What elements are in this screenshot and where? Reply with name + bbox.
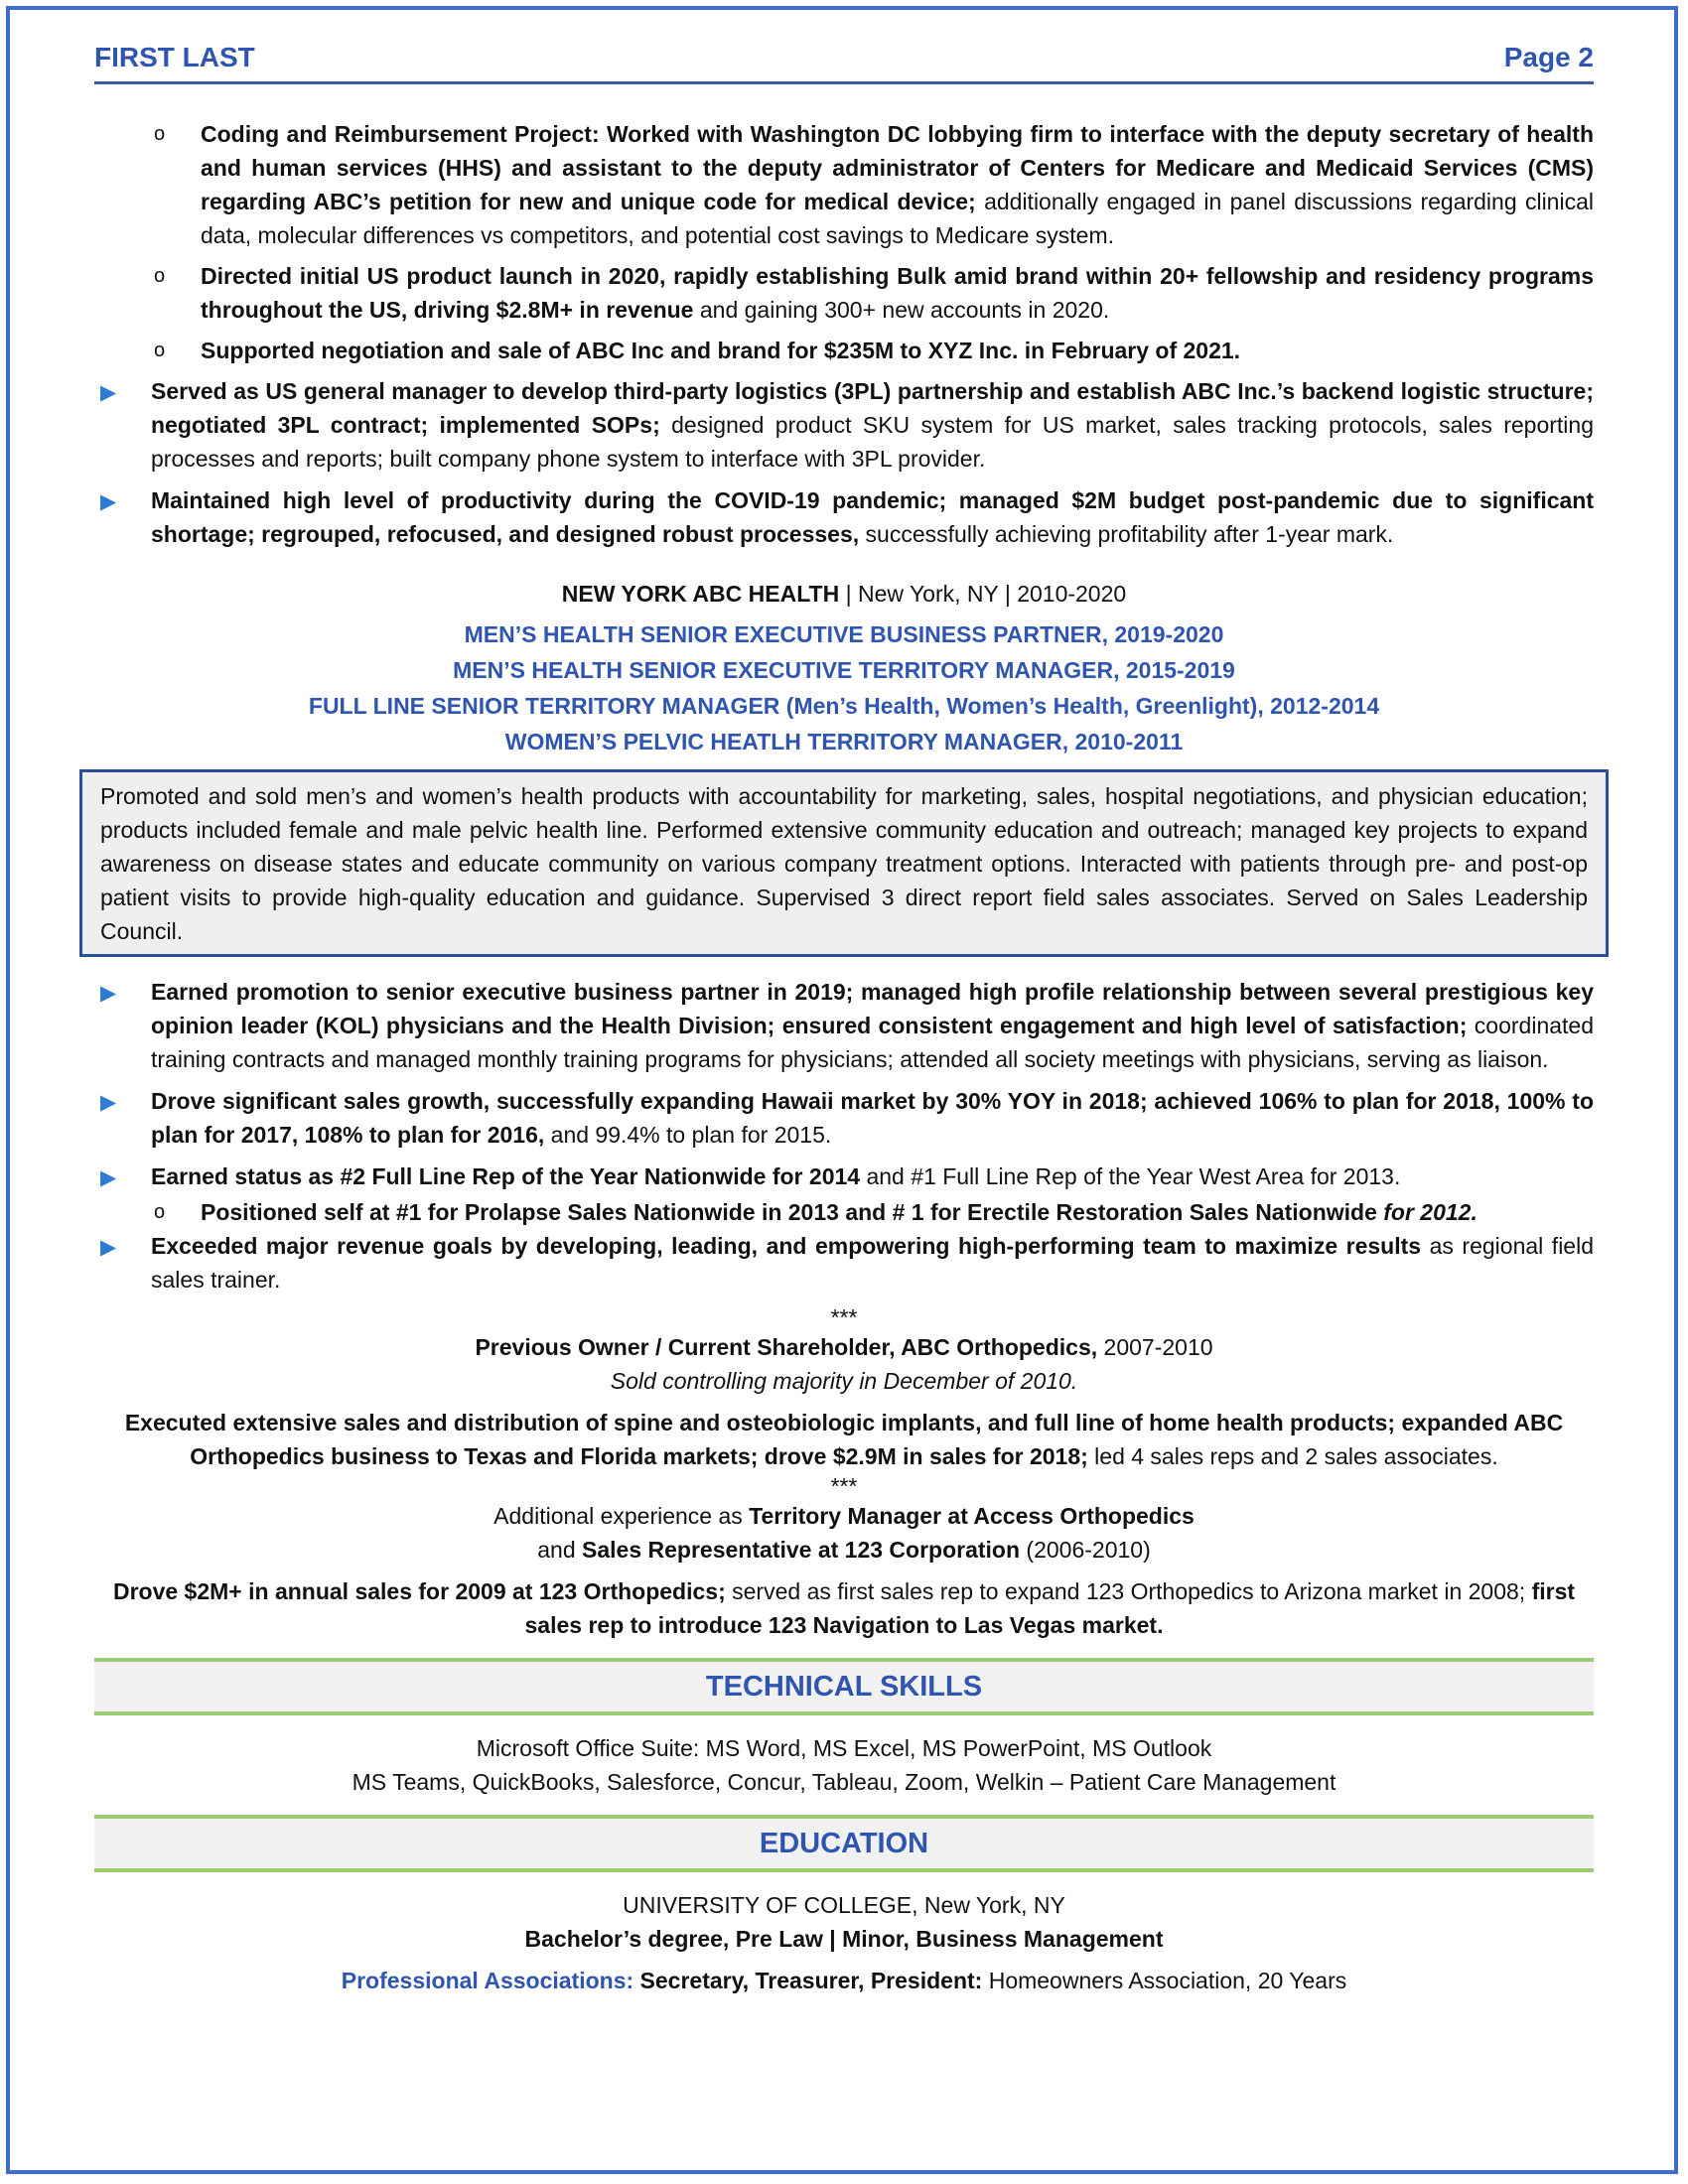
additional-text: and xyxy=(537,1537,583,1563)
separator: *** xyxy=(830,1473,858,1499)
summary-box: Promoted and sold men’s and women’s health products with accountability for marketing, sales, hospital negotiations, and physician education; products included female and male pelvic health line. Performed extensive community education and outreach; managed key projects to expand awareness on disease states and educate community on various company treatment options. Interacted with patients through pre- and post-op patient visits to provide high-quality education and guidance. Supervised 3 direct report field sales associates. Served on Sales Leadership Council. xyxy=(79,769,1609,957)
bullet-3pl xyxy=(94,374,1594,476)
triangle-bullet-icon: ▶ xyxy=(100,1166,117,1189)
sub-item-text: and gaining 300+ new accounts in 2020. xyxy=(693,297,1110,323)
bullet-bold: Drove significant sales growth, successfully expanding Hawaii market by 30% YOY in 2018; achieved 106% to plan for 2018, 100% to plan for 2017, 108% to plan for 2016, xyxy=(151,1088,1594,1148)
company-line xyxy=(94,577,1594,611)
ortho-desc-bold: Executed extensive sales and distribution of spine and osteobiologic implants, and full line of home health products; expanded ABC Orthopedics business to Texas and Florida markets; drove $2.9M in sales for 2018; xyxy=(124,1410,1564,1469)
bullet-text: coordinated training contracts and managed monthly training programs for physicians; attended all society meetings with physicians, serving as liaison. xyxy=(151,1013,1594,1072)
sub-item-bold: Directed initial US product launch in 2020, rapidly establishing Bulk amid brand within 20+ fellowship and residency programs throughout the US, driving $2.8M+ in revenue xyxy=(201,263,1594,323)
company-location-dates: | New York, NY | 2010-2020 xyxy=(839,581,1127,607)
bullet-covid xyxy=(94,483,1594,551)
triangle-bullet-icon: ▶ xyxy=(100,381,117,404)
sub-item-text: additionally engaged in panel discussions regarding clinical data, molecular differences vs competitors, and potential cost savings to Medicare system. xyxy=(201,189,1594,248)
triangle-bullet-icon: ▶ xyxy=(100,982,117,1005)
circle-bullet-icon: o xyxy=(154,340,166,361)
job-title: MEN’S HEALTH SENIOR EXECUTIVE BUSINESS PARTNER, 2019-2020 xyxy=(464,621,1224,647)
ortho-desc-text: led 4 sales reps and 2 sales associates. xyxy=(1087,1443,1498,1469)
sub-item-coding-project xyxy=(94,117,1594,252)
job-title: WOMEN’S PELVIC HEATLH TERRITORY MANAGER, 2010-2011 xyxy=(504,729,1184,754)
bullet-revenue-goals xyxy=(94,1229,1594,1297)
triangle-bullet-icon: ▶ xyxy=(100,1236,117,1259)
circle-bullet-icon: o xyxy=(154,123,166,145)
circle-bullet-icon: o xyxy=(154,1201,166,1223)
bullet-rep-status xyxy=(94,1160,1594,1193)
bullet-bold: Earned promotion to senior executive business partner in 2019; managed high profile relationship between several prestigious key opinion leader (KOL) physicians and the Health Division; ensured consistent engagement and high level of satisfaction; xyxy=(151,979,1594,1038)
page-header xyxy=(94,42,1594,84)
bullet-bold: Served as US general manager to develop third-party logistics (3PL) partnership and establish ABC Inc.’s backend logistic structure; negotiated 3PL contract; implemented SOPs; xyxy=(151,378,1594,438)
header-page-number: Page 2 xyxy=(1503,42,1594,72)
company-name: NEW YORK ABC HEALTH xyxy=(561,581,840,607)
additional-text: Additional experience as xyxy=(493,1503,750,1529)
associations-roles: Secretary, Treasurer, President: xyxy=(633,1968,983,1993)
job-title: MEN’S HEALTH SENIOR EXECUTIVE TERRITORY MANAGER, 2015-2019 xyxy=(453,657,1235,683)
skills-line: Microsoft Office Suite: MS Word, MS Excel, MS PowerPoint, MS Outlook xyxy=(476,1735,1212,1761)
additional-bold: Territory Manager at Access Orthopedics xyxy=(749,1503,1195,1529)
bullet-bold: Exceeded major revenue goals by developing, leading, and empowering high-performing team to maximize results xyxy=(151,1233,1422,1259)
ortho-title xyxy=(94,1330,1594,1364)
bullet-bold: Earned status as #2 Full Line Rep of the Year Nationwide for 2014 xyxy=(151,1163,861,1189)
bullet-bold: Maintained high level of productivity during the COVID-19 pandemic; managed $2M budget post-pandemic due to significant shortage; regrouped, refocused, and designed robust processes, xyxy=(151,487,1594,547)
job-titles xyxy=(94,616,1594,759)
triangle-bullet-icon: ▶ xyxy=(100,1091,117,1114)
bullet-text: designed product SKU system for US market, sales tracking protocols, sales reporting processes and reports; built company phone system to interface with 3PL provider. xyxy=(151,412,1594,472)
job-title: FULL LINE SENIOR TERRITORY MANAGER (Men’s Health, Women’s Health, Greenlight), 2012-2014 xyxy=(308,693,1380,719)
bullet-text: and #1 Full Line Rep of the Year West Area for 2013. xyxy=(860,1163,1401,1189)
additional-description xyxy=(94,1574,1594,1642)
sub-item-italic: for 2012. xyxy=(1383,1199,1477,1225)
additional-experience-line1 xyxy=(94,1499,1594,1533)
ortho-dates: 2007-2010 xyxy=(1097,1334,1213,1360)
skills-line: MS Teams, QuickBooks, Salesforce, Concur, Tableau, Zoom, Welkin – Patient Care Management xyxy=(352,1769,1336,1795)
circle-bullet-icon: o xyxy=(154,265,166,287)
sub-item-positioned xyxy=(94,1195,1594,1229)
bullet-promotion xyxy=(94,975,1594,1076)
ortho-description xyxy=(94,1406,1594,1473)
additional-experience-line2 xyxy=(94,1533,1594,1567)
bullet-text: successfully achieving profitability after 1-year mark. xyxy=(859,521,1394,547)
education-degree: Bachelor’s degree, Pre Law | Minor, Business Management xyxy=(524,1926,1164,1952)
education-school: UNIVERSITY OF COLLEGE, New York, NY xyxy=(623,1892,1065,1918)
separator: *** xyxy=(830,1304,858,1330)
sub-item-product-launch xyxy=(94,259,1594,327)
ortho-note: Sold controlling majority in December of 2010. xyxy=(610,1368,1078,1394)
associations-text: Homeowners Association, 20 Years xyxy=(982,1968,1347,1993)
additional-bold: Sales Representative at 123 Corporation xyxy=(582,1537,1021,1563)
sub-item-sale xyxy=(94,334,1594,367)
section-heading-education: EDUCATION xyxy=(94,1815,1594,1872)
additional-desc-bold: Drove $2M+ in annual sales for 2009 at 123 Orthopedics; xyxy=(112,1578,726,1604)
associations-label: Professional Associations: xyxy=(341,1968,634,1993)
resume-content xyxy=(94,117,1594,1997)
bullet-text: and 99.4% to plan for 2015. xyxy=(544,1122,832,1148)
additional-desc-text: served as first sales rep to expand 123 Orthopedics to Arizona market in 2008; xyxy=(725,1578,1532,1604)
sub-item-bold: Coding and Reimbursement Project: Worked with Washington DC lobbying firm to interface with the deputy secretary of health and human services (HHS) and assistant to the deputy administrator of Centers for Medicare and Medicaid Services (CMS) regarding ABC’s petition for new and unique code for medical device; xyxy=(201,121,1594,214)
bullet-text: as regional field sales trainer. xyxy=(151,1233,1594,1293)
triangle-bullet-icon: ▶ xyxy=(100,490,117,513)
sub-item-bold: Positioned self at #1 for Prolapse Sales Nationwide in 2013 and # 1 for Erectile Restoration Sales Nationwide xyxy=(201,1199,1384,1225)
bullet-sales-growth xyxy=(94,1084,1594,1152)
additional-desc-bold: first sales rep to introduce 123 Navigation to Las Vegas market. xyxy=(524,1578,1576,1638)
header-name: FIRST LAST xyxy=(94,42,255,72)
professional-associations xyxy=(94,1964,1594,1997)
section-heading-skills: TECHNICAL SKILLS xyxy=(94,1658,1594,1715)
additional-dates: (2006-2010) xyxy=(1020,1537,1151,1563)
ortho-role: Previous Owner / Current Shareholder, ABC Orthopedics, xyxy=(475,1334,1098,1360)
sub-item-bold: Supported negotiation and sale of ABC Inc and brand for $235M to XYZ Inc. in February of 2021. xyxy=(201,338,1241,363)
